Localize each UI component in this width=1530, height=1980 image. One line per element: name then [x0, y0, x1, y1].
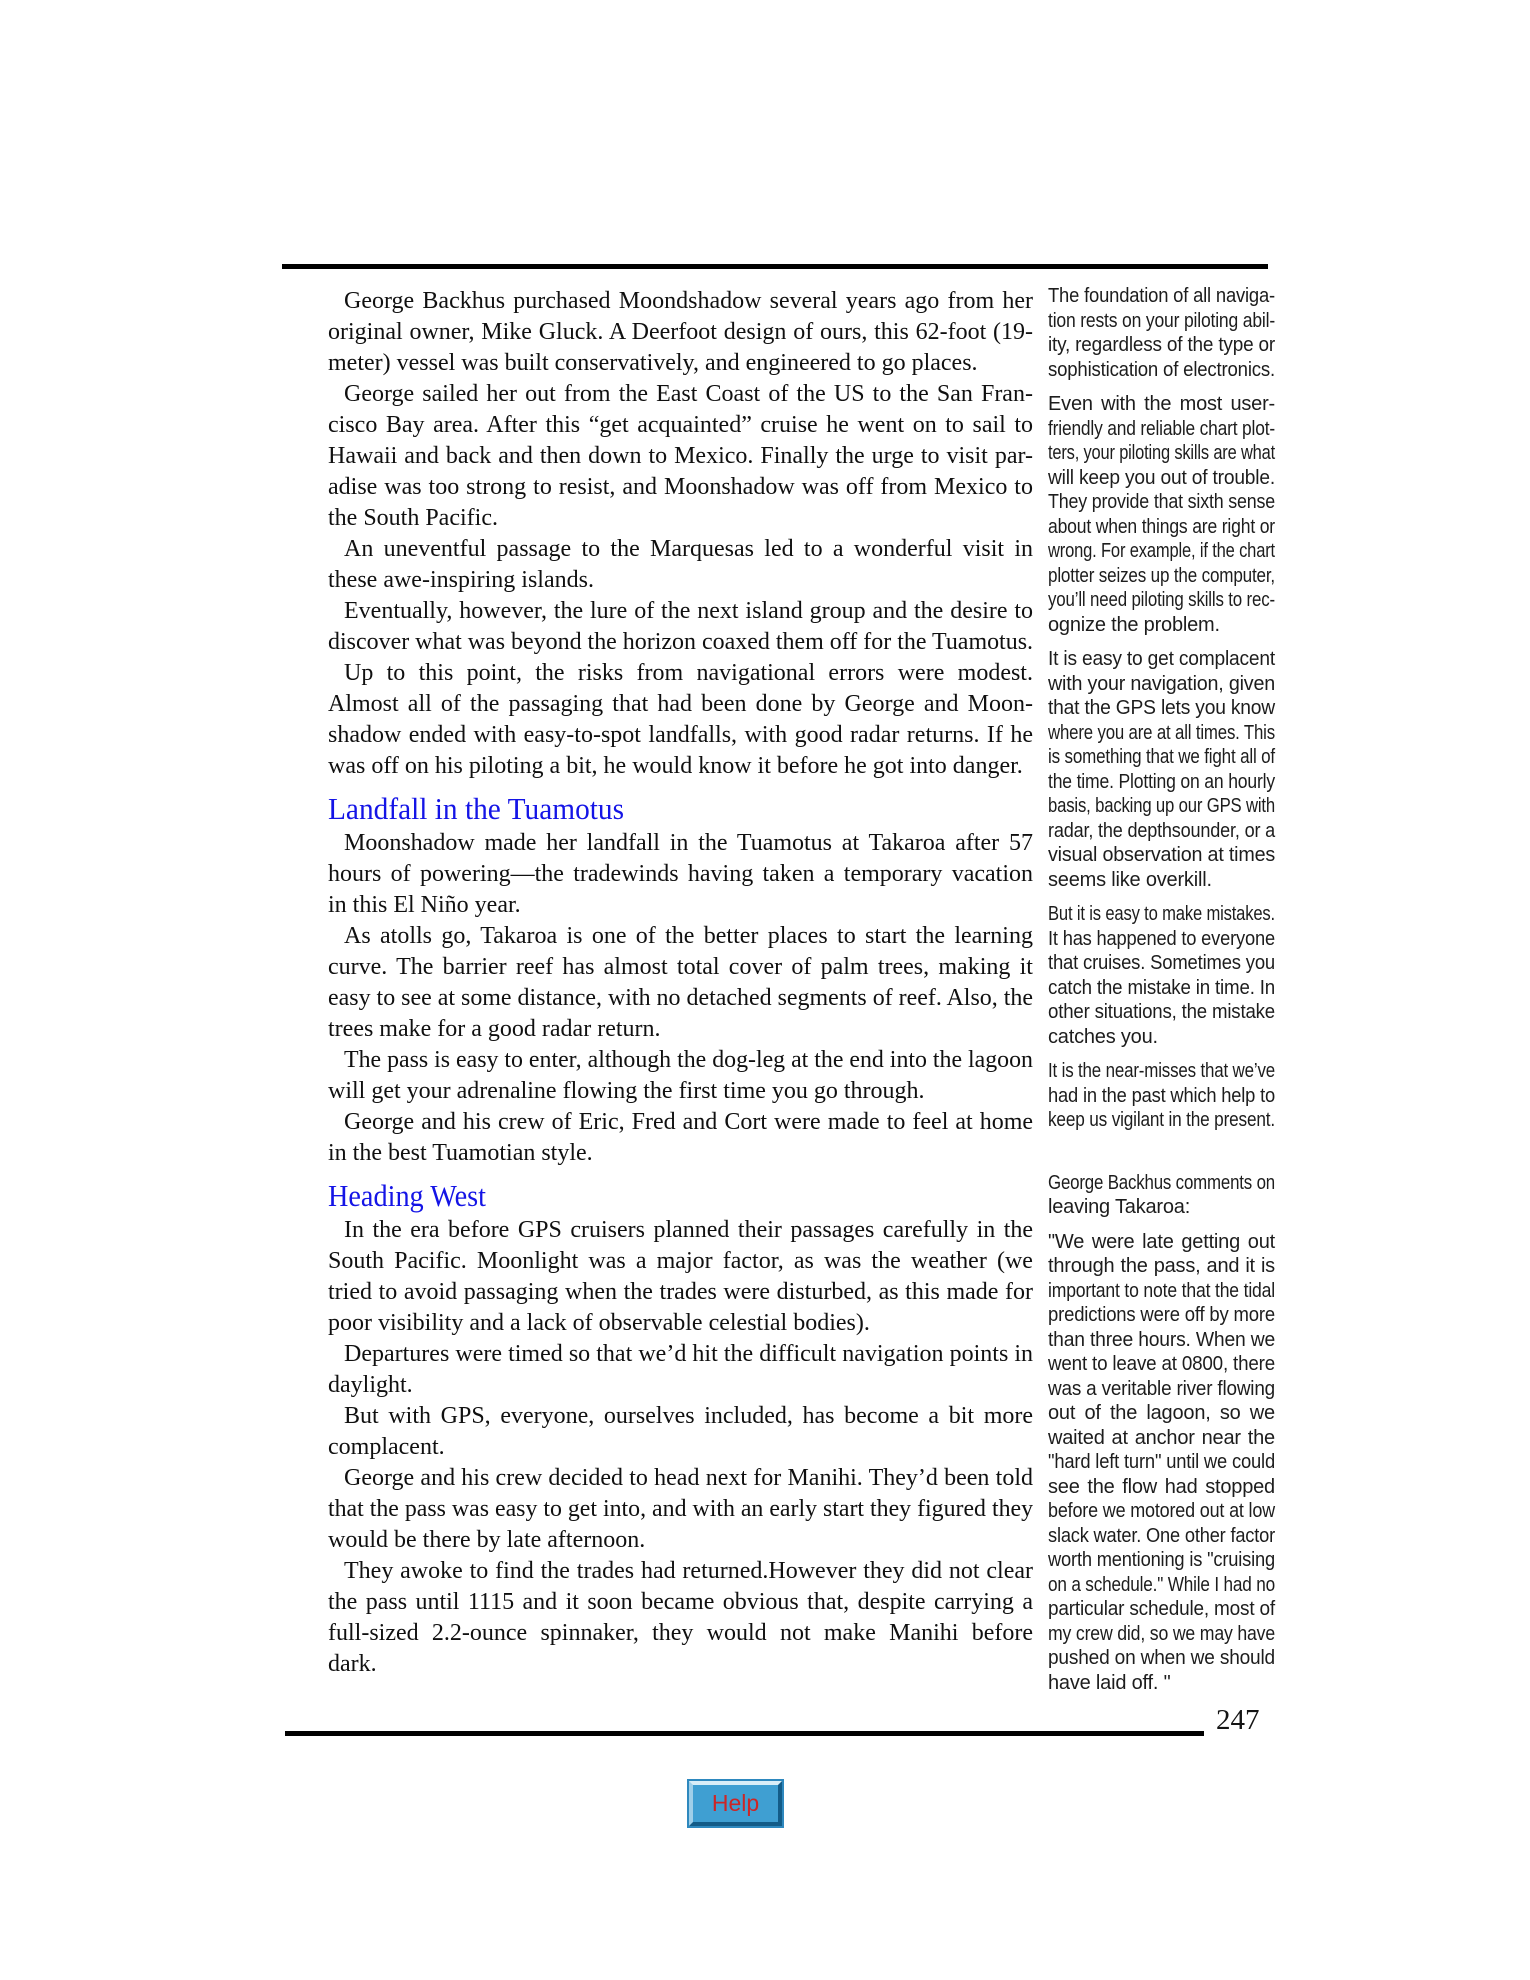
paragraph: George Backhus purchased Moondshadow several years ago from her original owner, Mike Gluck. A Deerfoot design of ours, this 62-foot (19- meter) vessel was built conservatively, and engineered to go places. — [328, 288, 1034, 376]
section-heading-text: Heading West — [328, 1178, 487, 1213]
paragraph: They awoke to find the trades had returned.However they did not clear the pass until 1115 and it soon became obvious that, despite carrying a full-sized 2.2-ounce spinnaker, they would not make Manihi before dark. — [328, 1558, 1034, 1677]
sidebar-note: It is easy to get complacent with your navigation, given that the GPS lets you know where you are at all times. This is something that we fight all of the time. Plotting on an hourly basis, backing up our GPS with radar, the depthsounder, or a visual observation at times seems like overkill. — [1048, 648, 1276, 891]
paragraph: Moonshadow made her landfall in the Tuamotus at Takaroa after 57 hours of powering—the tradewinds having taken a temporary vacation in this El Niño year. — [328, 830, 1034, 918]
paragraph: George and his crew of Eric, Fred and Cort were made to feel at home in the best Tuamotian style. — [328, 1109, 1034, 1166]
section-heading-heading-west — [328, 1177, 1033, 1215]
top-rule — [282, 264, 1268, 269]
paragraph: Eventually, however, the lure of the next island group and the desire to discover what was beyond the horizon coaxed them off for the Tuamotus. — [328, 598, 1034, 655]
main-text-column — [328, 286, 1033, 1680]
paragraph: The pass is easy to enter, although the dog-leg at the end into the lagoon will get your adrenaline flowing the first time you go through. — [328, 1047, 1033, 1104]
page-number: 247 — [1216, 1704, 1260, 1736]
paragraph: Up to this point, the risks from navigational errors were modest. Almost all of the passaging that had been done by George and Moon- shadow ended with easy-to-spot landfalls, with good radar returns. If he was off on his piloting a bit, he would know it before he got into danger. — [328, 660, 1033, 779]
paragraph: George and his crew decided to head next for Manihi. They’d been told that the pass was easy to get into, and with an early start they figured they would be there by late afternoon. — [328, 1465, 1034, 1553]
help-button-label: Help — [711, 1790, 760, 1816]
paragraph: An uneventful passage to the Marquesas led to a wonderful visit in these awe-inspiring islands. — [328, 536, 1034, 593]
sidebar-note: But it is easy to make mistakes. It has happened to everyone that cruises. Sometimes you catch the mistake in time. In other situations, the mistake catches you. — [1048, 903, 1276, 1048]
sidebar-column — [1048, 284, 1275, 1705]
help-button[interactable] — [687, 1779, 784, 1828]
paragraph: As atolls go, Takaroa is one of the better places to start the learning curve. The barrier reef has almost total cover of palm trees, making it easy to see at some distance, with no detached segments of reef. Also, the trees make for a good radar return. — [328, 923, 1033, 1042]
sidebar-note-quote: "We were late getting out through the pass, and it is important to note that the tidal predictions were off by more than three hours. When we went to leave at 0800, there was a veritable river flowing out of the lagoon, so we waited at anchor near the "hard left turn" until we could see the flow had stopped before we motored out at low slack water. One other factor worth mentioning is "cruising on a schedule." While I had no particular schedule, most of my crew did, so we may have pushed on when we should have laid off. " — [1048, 1230, 1276, 1694]
paragraph: In the era before GPS cruisers planned their passages carefully in the South Pacific. Moonlight was a major factor, as was the weather (we tried to avoid passaging when the trades were disturbed, as this made for poor visibility and a lack of observable celestial bodies). — [328, 1217, 1034, 1336]
sidebar-note: Even with the most user- friendly and reliable chart plot- ters, your piloting skills are what will keep you out of trouble. They provide that sixth sense about when things are right or wrong. For example, if the chart plotter seizes up the computer, you’ll need piloting skills to rec- ognize the problem. — [1048, 393, 1276, 636]
paragraph: Departures were timed so that we’d hit the difficult navigation points in daylight. — [328, 1341, 1034, 1398]
paragraph: But with GPS, everyone, ourselves included, has become a bit more complacent. — [328, 1403, 1034, 1460]
paragraph: George sailed her out from the East Coast of the US to the San Fran- cisco Bay area. After this “get acquainted” cruise he went on to sail to Hawaii and back and then down to Mexico. Finally the urge to visit par- adise was too strong to resist, and Moonshadow was off from Mexico to the South Pacific. — [328, 381, 1034, 531]
bottom-rule — [285, 1731, 1204, 1736]
sidebar-note-george-backhus-comments: George Backhus comments on leaving Takaroa: — [1048, 1171, 1275, 1218]
help-button-face — [689, 1781, 782, 1826]
sidebar-note: The foundation of all naviga- tion rests on your piloting abil- ity, regardless of the type or sophistication of electronics. — [1048, 285, 1276, 381]
section-heading-text: Landfall in the Tuamotus — [328, 791, 625, 826]
section-heading-landfall-in-the-tuamotus — [328, 790, 1033, 828]
sidebar-note: It is the near-misses that we’ve had in the past which help to keep us vigilant in the present. — [1048, 1060, 1276, 1131]
